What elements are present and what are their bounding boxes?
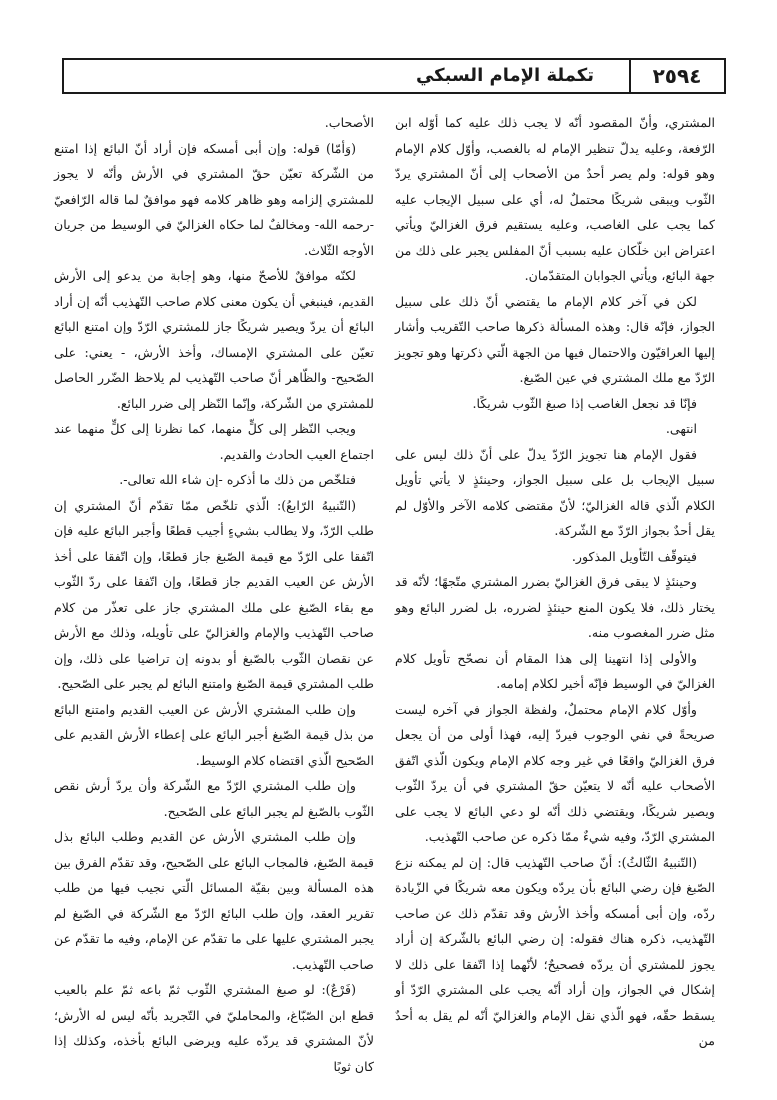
paragraph: وإن طلب المشتري الرّدّ مع الشّركة وأن يردّ أرش نقص الثّوب بالصّبغ لم يجبر البائع على الصّحيح. <box>54 778 374 819</box>
paragraph: فإنّا قد نجعل الغاصب إذا صبغ الثّوب شريكًا. <box>472 395 697 411</box>
paragraph: فيتوقّف التّأويل المذكور. <box>571 548 697 564</box>
paragraph: وإن طلب المشتري الأرش عن القديم وطلب البائع بذل قيمة الصّبغ، فالمجاب البائع على الصّحيح، وقد تقدّم الفرق بين هذه المسألة وبين بقيّة المسائل الّتي نجيب فيها من طلب تقرير العقد، وإن طلب البائع الرّدّ مع الشّركة في الصّبغ لم يجبر المشتري عليها على ما تقدّم عن الإمام، وفيه ما تقدّم عن صاحب التّهذيب. <box>54 829 374 972</box>
paragraph: (فَرْعٌ): لو صبغ المشتري الثّوب ثمّ باعه ثمّ علم بالعيب قطع ابن الصّبّاغ، والمحامليّ في التّجريد بأنّه ليس له الأرش؛ لأنّ المشتري قد يردّه عليه ويرضى البائع بأخذه، وكذلك إذا كان ثوبًا <box>54 982 374 1074</box>
paragraph: وحينئذٍ لا يبقى فرق الغزاليّ بضرر المشتري متّجهًا؛ لأنّه قد يختار ذلك، فلا يكون المنع حينئذٍ لضرره، بل لضرر البائع وهو مثل ضرر المغصوب منه. <box>395 574 715 640</box>
paragraph: لكن في آخر كلام الإمام ما يقتضي أنّ ذلك على سبيل الجواز، فإنّه قال: وهذه المسألة ذكرها صاحب التّقريب وأشار إليها العراقيّون والاحتمال فيها من الجهة الّتي ذكرتها وهو تجويز الرّدّ مع ملك المشتري في عين الصّبغ. <box>395 293 715 385</box>
paragraph: وإن طلب المشتري الأرش عن العيب القديم وامتنع البائع من بذل قيمة الصّبغ أجبر البائع على إعطاء الأرش القديم على الصّحيح الّذي اقتضاه كلام الوسيط. <box>54 701 374 768</box>
paragraph: فقول الإمام هنا تجويز الرّدّ يدلّ على أنّ ذلك ليس على سبيل الإيجاب بل على سبيل الجواز، وحينئذٍ لا يأتي تأويل الكلام الّذي قاله الغزاليّ؛ لأنّ مقتضى كلامه الآخر والأوّل لم يقل أحدٌ بجواز الرّدّ مع الشّركة. <box>395 446 715 538</box>
header-divider <box>629 60 631 92</box>
paragraph: (التّنبيهُ الثّالثُ): أنّ صاحب التّهذيب قال: إن لم يمكنه نزع الصّبغ فإن رضي البائع بأن يردّه ويكون معه شريكًا في الزّيادة ردّه، وإن أبى أمسكه وأخذ الأرش وقد تقدّم ذلك عن صاحب التّهذيب، ذكره هناك فقوله: إن رضي البائع بالشّركة إن أراد يجوز للمشتري أن يردّه فصحيحٌ؛ لأنّهما إذا اتّفقا على ذلك لا إشكال في الجواز، وإن أراد أنّه يجب على المشتري الرّدّ أو يسقط حقّه، فهو الّذي نقل الإمام والغزاليّ أنّه لم يقل به أحدٌ من <box>395 854 715 1048</box>
page-number: ٢٥٩٤ <box>652 64 702 88</box>
paragraph: (التّنبيهُ الرّابعُ): الّذي تلخّص ممّا تقدّم أنّ المشتري إن طلب الرّدّ، ولا يطالب بشيءٍ أجيب قطعًا وأجبر البائع عليه فإن اتّفقا على الرّدّ مع قيمة الصّبغ جاز قطعًا، وإن اتّفقا على أخذ الأرش عن العيب القديم جاز قطعًا، وإن اتّفقا على ردّ الثّوب مع بقاء الصّبغ على ملك المشتري جاز على تعذّر من كلام صاحب التّهذيب والإمام والغزاليّ على تأويله، وذلك مع الأرش عن نقصان الثّوب بالصّبغ أو بدونه إن تراضيا على ذلك، وإن طلب المشتري قيمة الصّبغ وامتنع البائع لم يجبر على الصّحيح. <box>54 497 374 691</box>
page-header <box>62 58 726 94</box>
book-title: تكملة الإمام السبكي <box>415 65 594 86</box>
paragraph: والأولى إذا انتهينا إلى هذا المقام أن نصحّح تأويل كلام الغزاليّ في الوسيط فإنّه أخير لكلام إمامه. <box>395 650 715 691</box>
paragraph: لكنّه موافقٌ للأصحّ منها، وهو إجابة من يدعو إلى الأرش القديم، فينبغي أن يكون معنى كلام صاحب التّهذيب أنّه إن أراد البائع أن يردّ ويصير شريكًا جاز للمشتري الرّدّ وإن امتنع البائع تعيّن على المشتري الإمساك، وأخذ الأرش، - يعني: على الصّحيح- والظّاهر أنّ صاحب التّهذيب لم يلاحظ الضّرر الحاصل للمشتري من الشّركة، وإنّما النّظر إلى ضرر البائع. <box>54 268 374 411</box>
paragraph: (وَأمّا) قوله: وإن أبى أمسكه فإن أراد أنّ البائع إذا امتنع من الشّركة تعيّن حقّ المشتري في الأرش وأنّه لا يجوز للمشتري إلزامه وهو ظاهر كلامه فهو موافقٌ لما قاله الرّافعيّ -رحمه الله- ومخالفٌ لما حكاه الغزاليّ في الوسيط من جريان الأوجه الثّلاث. <box>54 140 374 258</box>
paragraph: الأصحاب. <box>324 115 374 130</box>
paragraph: انتهى. <box>665 421 697 436</box>
left-text-column <box>54 110 374 1079</box>
paragraph: فتلخّص من ذلك ما أذكره -إن شاء الله تعالى-. <box>119 472 356 487</box>
paragraph: ويجب النّظر إلى كلٍّ منهما، كما نظرنا إلى كلٍّ منهما عند اجتماع العيب الحادث والقديم. <box>54 421 374 462</box>
paragraph: وأوّل كلام الإمام محتملٌ، ولفظة الجواز في آخره ليست صريحةً في نفي الوجوب فيردّ إليه، فهذا أولى من أن يجعل فرق الغزاليّ واقعًا في غير وجه كلام الإمام ويكون الّذي اتّفق الأصحاب عليه أنّه لا يتعيّن حقّ المشتري في أن يردّ الثّوب ويصير شريكًا، ويقتضي ذلك أنّه لو دعي البائع لا يجب على المشتري الرّدّ، وفيه شيءٌ ممّا ذكره عن صاحب التّهذيب. <box>395 701 715 844</box>
paragraph: المشتري، وأنّ المقصود أنّه لا يجب ذلك عليه كما أوّله ابن الرّفعة، وعليه يدلّ تنظير الإمام له بالغصب، وأوّل كلام الإمام وهو قوله: ولم يصر أحدٌ من الأصحاب إلى أنّ المشتري يردّ الثّوب ويبقى شريكًا محتملٌ له، أي على سبيل الإيجاب عليه كما يجب على الغاصب، وعليه يستقيم فرق الغزاليّ ويأتي اعتراض ابن خلّكان عليه بسبب أنّ المفلس يجبر على ذلك من جهة البائع، ويأتي الجوابان المتقدّمان. <box>395 115 715 283</box>
right-text-column <box>395 110 715 1054</box>
